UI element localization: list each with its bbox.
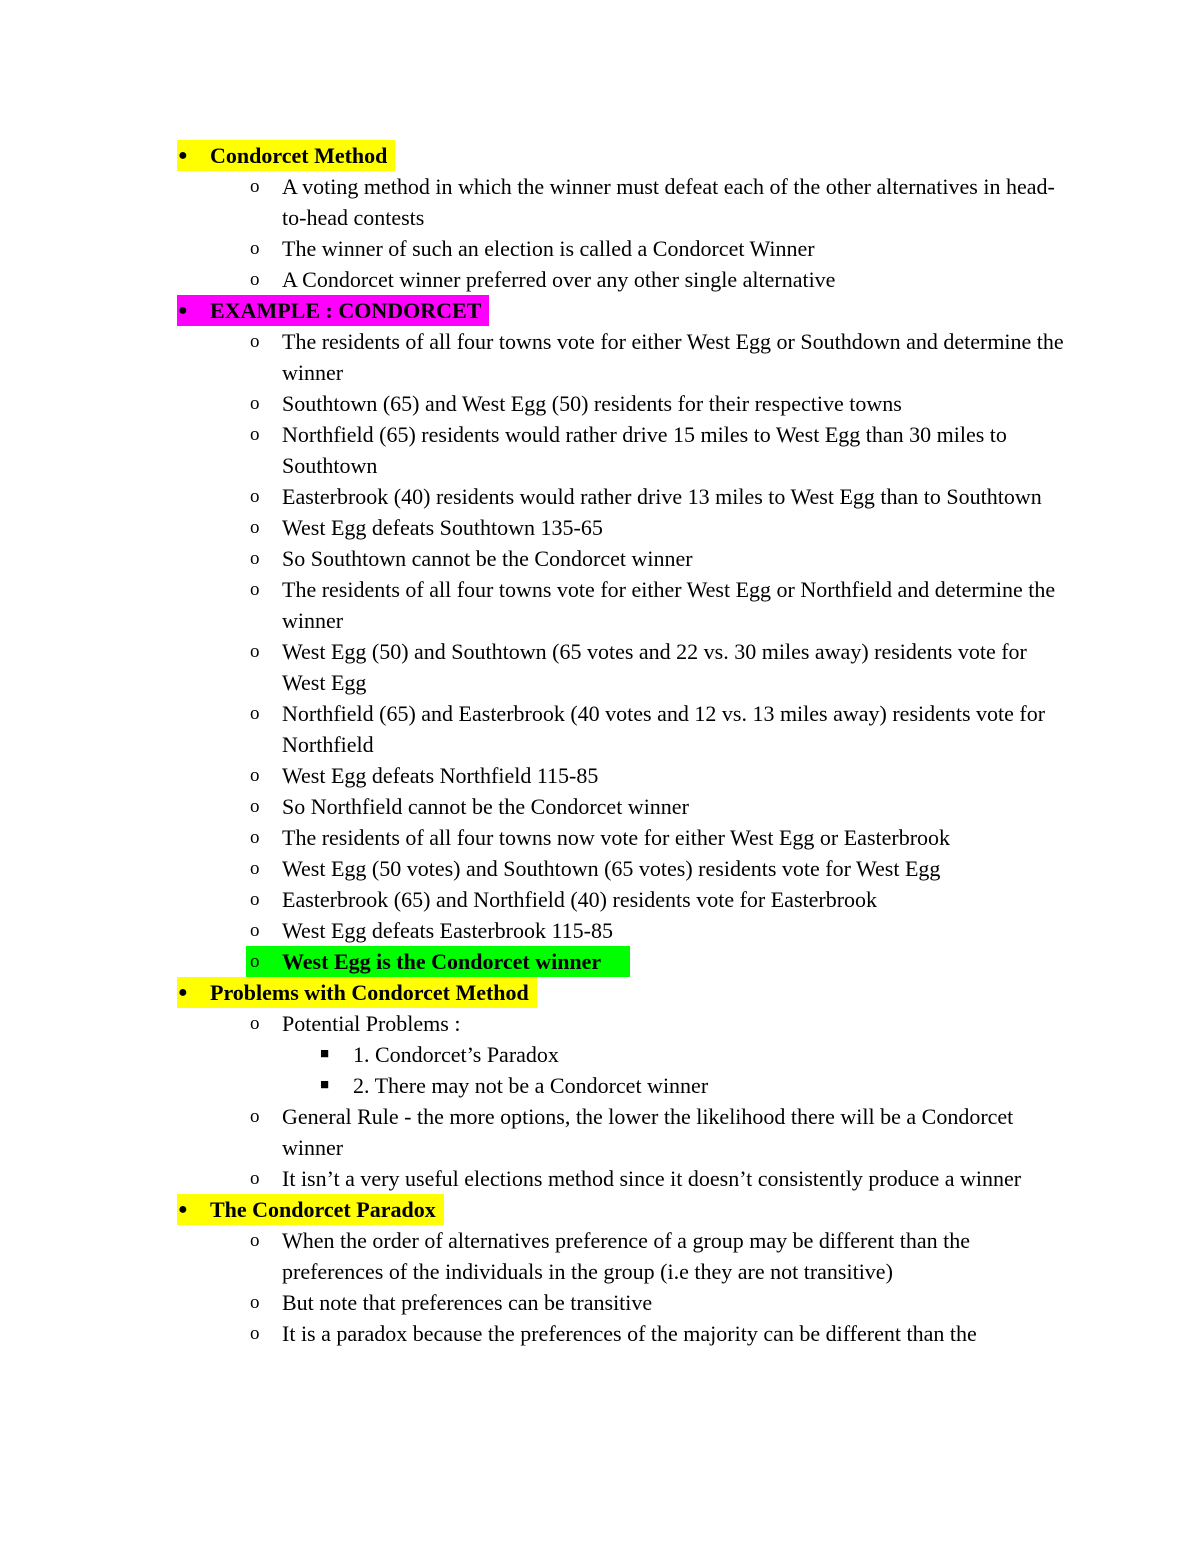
bullet-icon: ●: [178, 147, 188, 164]
list-item-text: Northfield (65) residents would rather drive 15 miles to West Egg than 30 miles to Southtown: [282, 422, 1007, 478]
list-item: [0, 853, 1200, 884]
circle-bullet-icon: o: [250, 548, 260, 569]
list-item-text: West Egg (50) and Southtown (65 votes and 22 vs. 30 miles away) residents vote for West Egg: [282, 639, 1027, 695]
circle-bullet-icon: o: [250, 393, 260, 414]
circle-bullet-icon: o: [250, 486, 260, 507]
circle-bullet-icon: o: [250, 176, 260, 197]
list-item-text: So Northfield cannot be the Condorcet winner: [282, 794, 689, 819]
circle-bullet-icon: o: [250, 920, 260, 941]
conclusion-highlight: [0, 946, 1200, 977]
list-item-text: When the order of alternatives preference of a group may be different than the preferences of the individuals in the group (i.e they are not transitive): [282, 1228, 970, 1284]
sub-list-item-text: 1. Condorcet’s Paradox: [353, 1042, 559, 1067]
circle-bullet-icon: o: [250, 269, 260, 290]
list-item-text: The residents of all four towns vote for either West Egg or Northfield and determine the winner: [282, 577, 1056, 633]
list-item-text: Easterbrook (40) residents would rather drive 13 miles to West Egg than to Southtown: [282, 484, 1042, 509]
heading-text: EXAMPLE : CONDORCET: [177, 295, 489, 326]
list-item-text: It isn’t a very useful elections method since it doesn’t consistently produce a winner: [282, 1166, 1022, 1191]
list-item: [0, 760, 1200, 791]
list-item-text: A Condorcet winner preferred over any other single alternative: [282, 267, 836, 292]
list-item-text: West Egg (50 votes) and Southtown (65 votes) residents vote for West Egg: [282, 856, 941, 881]
list-item: [0, 884, 1200, 915]
heading-example: [0, 295, 1200, 326]
sub-list-item: [0, 1070, 1200, 1101]
heading-paradox: [0, 1194, 1200, 1225]
circle-bullet-icon: o: [250, 641, 260, 662]
circle-bullet-icon: o: [250, 827, 260, 848]
list-item-text: Potential Problems :: [282, 1011, 461, 1036]
document-page: [0, 140, 1200, 1349]
list-item: [0, 1101, 1200, 1163]
list-item: [0, 636, 1200, 698]
list-item: [0, 574, 1200, 636]
heading-problems: [0, 977, 1200, 1008]
circle-bullet-icon: o: [250, 424, 260, 445]
list-item-text: West Egg defeats Northfield 115-85: [282, 763, 599, 788]
list-item: [0, 1287, 1200, 1318]
circle-bullet-icon: o: [250, 1323, 260, 1344]
heading-condorcet-method: [0, 140, 1200, 171]
list-item: [0, 791, 1200, 822]
list-item-text: But note that preferences can be transitive: [282, 1290, 653, 1315]
conclusion-text: West Egg is the Condorcet winner: [282, 949, 602, 974]
list-item: [0, 698, 1200, 760]
heading-text: Problems with Condorcet Method: [177, 977, 537, 1008]
list-item: [0, 481, 1200, 512]
circle-bullet-icon: o: [250, 1013, 260, 1034]
list-item-text: The winner of such an election is called a Condorcet Winner: [282, 236, 815, 261]
list-item: [0, 543, 1200, 574]
list-item-text: General Rule - the more options, the lower the likelihood there will be a Condorcet winner: [282, 1104, 1014, 1160]
bullet-icon: ●: [178, 984, 188, 1001]
circle-bullet-icon: o: [250, 1168, 260, 1189]
bullet-icon: ●: [178, 302, 188, 319]
list-item: [0, 1318, 1200, 1349]
circle-bullet-icon: o: [250, 579, 260, 600]
list-item: [0, 264, 1200, 295]
bullet-icon: ●: [178, 1201, 188, 1218]
square-bullet-icon: ■: [320, 1077, 330, 1093]
circle-bullet-icon: o: [250, 858, 260, 879]
sub-list-item: [0, 1039, 1200, 1070]
circle-bullet-icon: o: [250, 1230, 260, 1251]
list-item: [0, 1163, 1200, 1194]
list-item-text: The residents of all four towns now vote for either West Egg or Easterbrook: [282, 825, 951, 850]
list-item: [0, 388, 1200, 419]
list-item: [0, 233, 1200, 264]
circle-bullet-icon: o: [250, 889, 260, 910]
circle-bullet-icon: o: [250, 703, 260, 724]
list-item: [0, 419, 1200, 481]
list-item: [0, 326, 1200, 388]
circle-bullet-icon: o: [250, 765, 260, 786]
circle-bullet-icon: o: [250, 1106, 260, 1127]
list-item: [0, 1225, 1200, 1287]
list-item-text: West Egg defeats Easterbrook 115-85: [282, 918, 613, 943]
heading-text: Condorcet Method: [177, 140, 395, 171]
list-item: [0, 171, 1200, 233]
circle-bullet-icon: o: [250, 951, 260, 972]
list-item-text: It is a paradox because the preferences of the majority can be different than the: [282, 1321, 977, 1346]
list-item: [0, 822, 1200, 853]
square-bullet-icon: ■: [320, 1046, 330, 1062]
list-item-text: West Egg defeats Southtown 135-65: [282, 515, 603, 540]
list-item-text: A voting method in which the winner must defeat each of the other alternatives in head-to-head contests: [282, 174, 1055, 230]
list-item: [0, 1008, 1200, 1039]
circle-bullet-icon: o: [250, 796, 260, 817]
list-item-text: Easterbrook (65) and Northfield (40) residents vote for Easterbrook: [282, 887, 878, 912]
circle-bullet-icon: o: [250, 1292, 260, 1313]
list-item: [0, 915, 1200, 946]
sub-list-item-text: 2. There may not be a Condorcet winner: [353, 1073, 709, 1098]
list-item-text: The residents of all four towns vote for either West Egg or Southdown and determine the winner: [282, 329, 1064, 385]
list-item-text: Southtown (65) and West Egg (50) residents for their respective towns: [282, 391, 902, 416]
circle-bullet-icon: o: [250, 331, 260, 352]
list-item: [0, 512, 1200, 543]
circle-bullet-icon: o: [250, 517, 260, 538]
list-item-text: Northfield (65) and Easterbrook (40 votes and 12 vs. 13 miles away) residents vote for Northfield: [282, 701, 1046, 757]
heading-text: The Condorcet Paradox: [177, 1194, 444, 1225]
circle-bullet-icon: o: [250, 238, 260, 259]
list-item-text: So Southtown cannot be the Condorcet winner: [282, 546, 693, 571]
